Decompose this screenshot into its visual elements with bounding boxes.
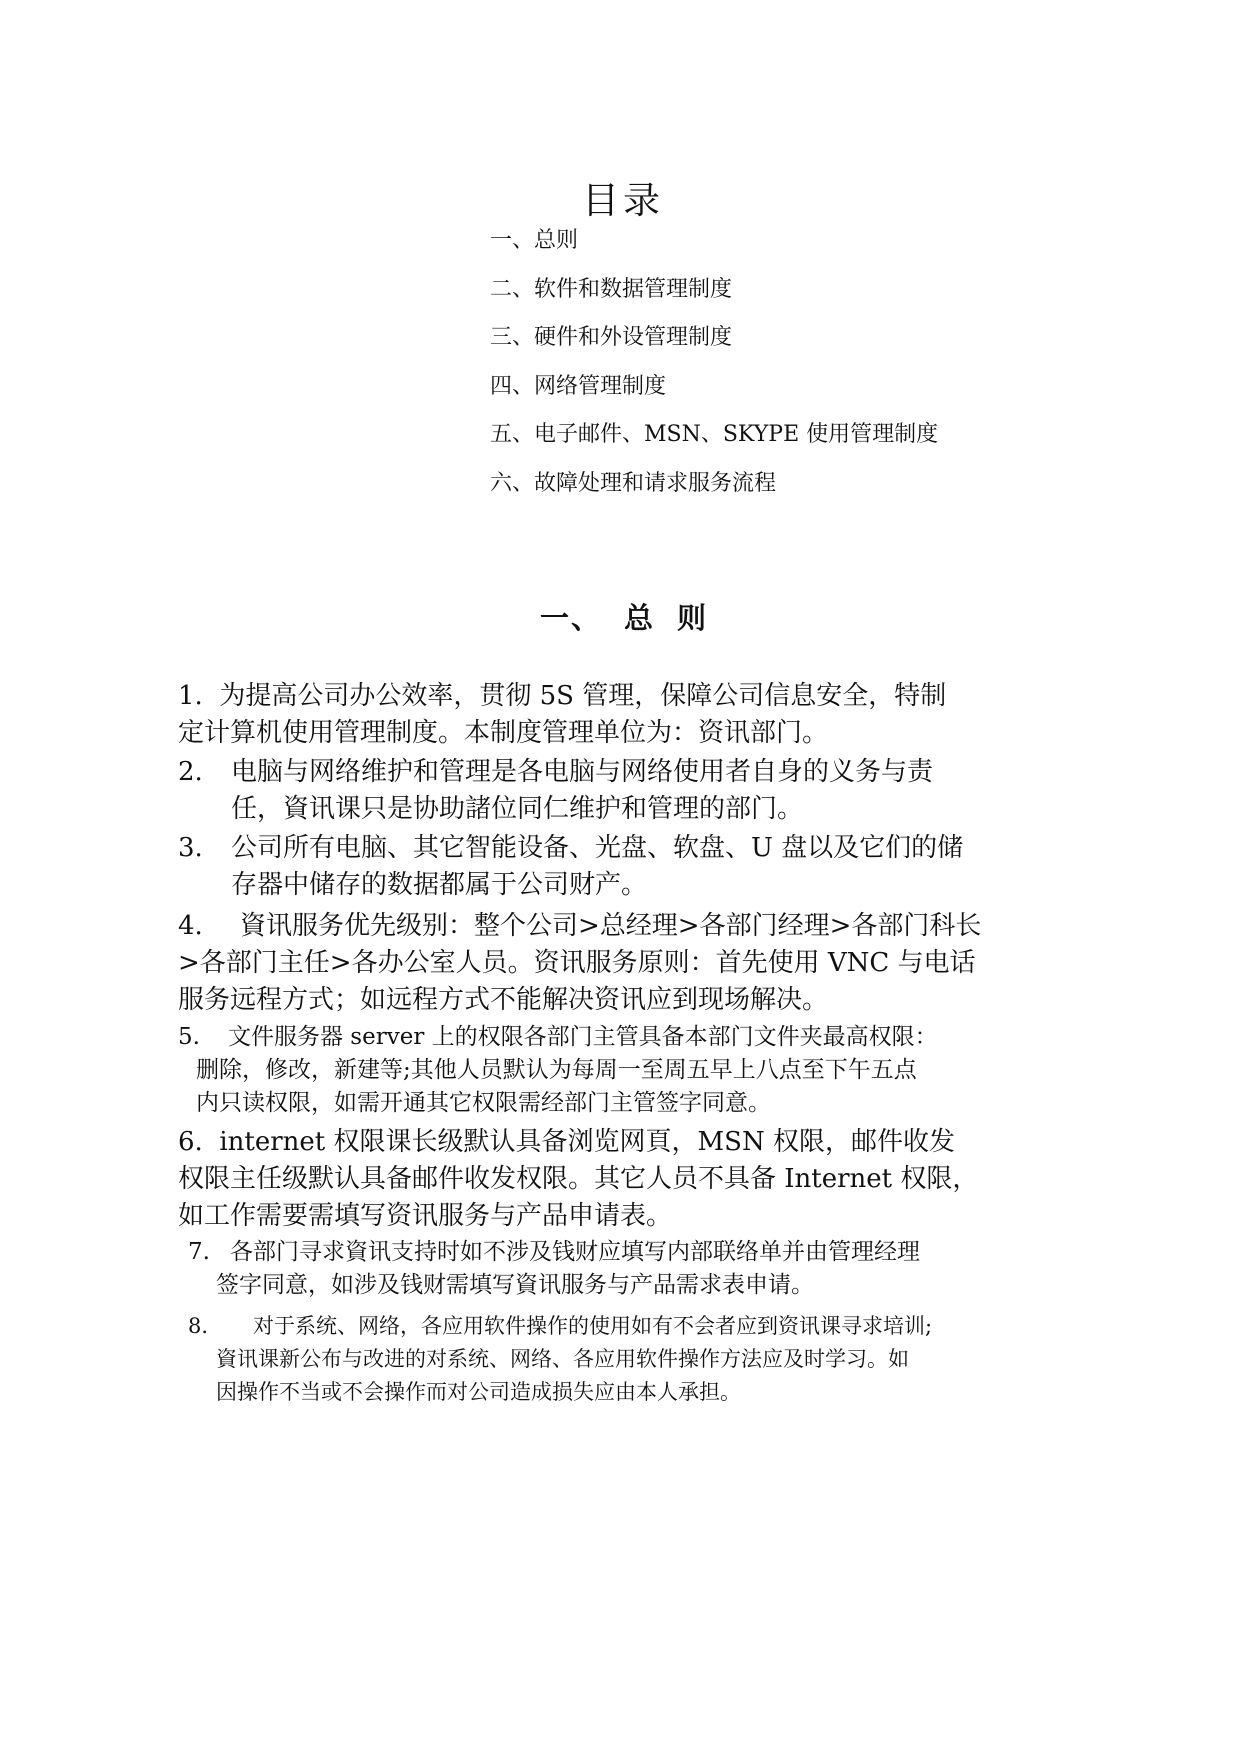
paragraph-text: internet 权限课长级默认具备浏览网頁，MSN 权限，邮件收发	[219, 1127, 955, 1157]
paragraph-line	[188, 1236, 920, 1269]
paragraph-number: 1.	[178, 681, 203, 711]
paragraph-text: 資讯服务优先级别：整个公司>总经理>各部门经理>各部门科长	[240, 911, 982, 941]
paragraph-line: >各部门主任>各办公室人员。资讯服务原则：首先使用 VNC 与电话	[178, 948, 976, 978]
paragraph-text: 电脑与网络维护和管理是各电脑与网络使用者自身的义务与责	[231, 757, 934, 787]
paragraph-4	[178, 908, 981, 1019]
paragraph-line: 内只读权限，如需开通其它权限需经部门主管签字同意。	[196, 1090, 771, 1116]
paragraph-2	[178, 754, 933, 828]
paragraph-text: 为提高公司办公效率，贯彻 5S 管理，保障公司信息安全，特制	[219, 681, 947, 711]
toc-item: 二、软件和数据管理制度	[490, 276, 733, 302]
paragraph-number: 8．	[188, 1314, 223, 1338]
toc-item: 一、总则	[490, 228, 579, 253]
section-heading-number: 一、	[540, 601, 603, 635]
paragraph-line: 权限主任级默认具备邮件收发权限。其它人员不具备 Internet 权限，	[178, 1164, 979, 1194]
paragraph-text: 各部门寻求資讯支持时如不涉及钱财应填写内部联络单并由管理经理	[230, 1239, 920, 1265]
toc-title: 目录	[582, 179, 664, 222]
section-heading-word-2: 则	[677, 601, 709, 635]
paragraph-line	[178, 908, 981, 945]
paragraph-line	[188, 1310, 932, 1343]
paragraph-line	[178, 754, 933, 791]
paragraph-7	[188, 1236, 920, 1302]
paragraph-line: 签字同意，如涉及钱财需填写資讯服务与产品需求表申请。	[216, 1272, 814, 1298]
paragraph-6	[178, 1124, 978, 1235]
paragraph-number: 4.	[178, 911, 203, 941]
paragraph-3	[178, 830, 963, 904]
paragraph-line: 資讯课新公布与改进的对系统、网络、各应用软件操作方法应及时学习。如	[216, 1347, 909, 1371]
paragraph-1	[178, 678, 946, 752]
paragraph-line	[178, 1021, 938, 1054]
toc-item: 三、硬件和外设管理制度	[490, 325, 733, 351]
toc-list	[490, 228, 938, 520]
paragraph-line: 存器中储存的数据都属于公司财产。	[231, 870, 648, 900]
paragraph-number: 5.	[178, 1024, 200, 1050]
paragraph-text: 对于系统、网络，各应用软件操作的使用如有不会者应到资讯课寻求培训;	[253, 1314, 933, 1338]
paragraph-line: 删除，修改，新建等;其他人员默认为每周一至周五早上八点至下午五点	[196, 1057, 917, 1083]
paragraph-line	[178, 1124, 978, 1161]
section-heading-word-1: 总	[624, 601, 656, 635]
toc-item: 五、电子邮件、MSN、SKYPE 使用管理制度	[490, 422, 939, 448]
toc-item: 四、网络管理制度	[490, 373, 667, 399]
paragraph-number: 6.	[178, 1127, 203, 1157]
paragraph-5	[178, 1021, 938, 1120]
paragraph-number: 7.	[188, 1239, 210, 1265]
paragraph-line: 服务远程方式；如远程方式不能解决资讯应到现场解决。	[178, 985, 829, 1015]
paragraph-line: 如工作需要需填写资讯服务与产品申请表。	[178, 1201, 673, 1231]
paragraph-line	[178, 830, 963, 867]
paragraph-text: 文件服务器 server 上的权限各部门主管具备本部门文件夹最高权限：	[228, 1024, 938, 1050]
section-heading	[540, 600, 708, 636]
paragraph-8	[188, 1310, 932, 1409]
paragraph-line	[178, 678, 946, 715]
paragraph-number: 3.	[178, 833, 203, 863]
paragraph-line: 因操作不当或不会操作而对公司造成损失应由本人承担。	[216, 1380, 741, 1404]
paragraph-line: 定计算机使用管理制度。本制度管理单位为：资讯部门。	[178, 718, 829, 748]
toc-item: 六、故障处理和请求服务流程	[490, 470, 777, 496]
paragraph-text: 公司所有电脑、其它智能设备、光盘、软盘、U 盘以及它们的储	[231, 833, 964, 863]
paragraph-line: 任，資讯课只是协助諸位同仁维护和管理的部门。	[231, 794, 804, 824]
paragraph-number: 2.	[178, 757, 203, 787]
